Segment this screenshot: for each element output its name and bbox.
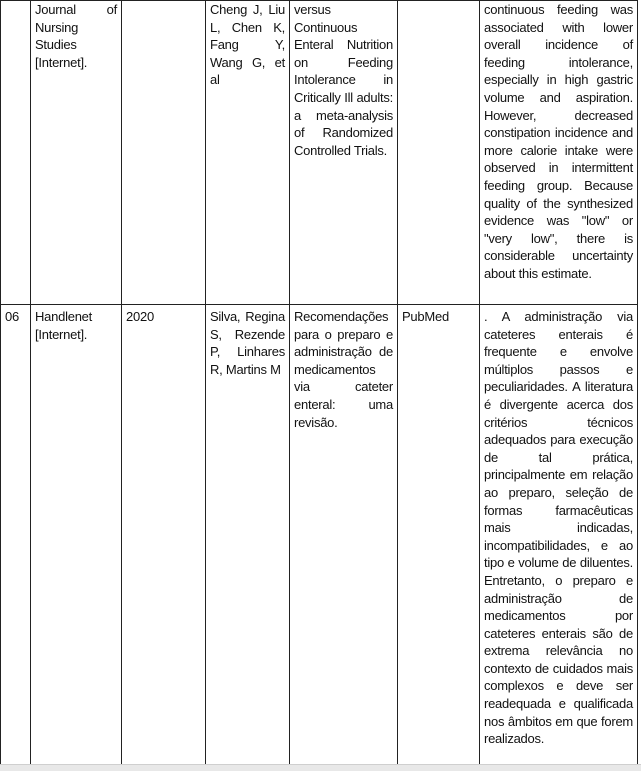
- authors-cell: Silva, Regina S, Rezende P, Linhares R, Martins M: [206, 305, 290, 769]
- table-row: [1, 1, 638, 305]
- journal-cell: Journal of Nursing Studies [Internet].: [31, 1, 122, 305]
- year-cell: 2020: [122, 305, 206, 769]
- year-cell: [122, 1, 206, 305]
- title-cell: versus Continuous Enteral Nutrition on Feeding Intolerance in Critically Ill adults: a meta-analysis of Randomized Controlled Trials.: [290, 1, 398, 305]
- row-number-cell: [1, 1, 31, 305]
- journal-cell: Handlenet [Internet].: [31, 305, 122, 769]
- row-number-cell: 06: [1, 305, 31, 769]
- database-cell: PubMed: [398, 305, 480, 769]
- result-cell: continuous feeding was associated with lower overall incidence of feeding intolerance, especially in high gastric volume and aspiration. However, decreased constipation incidence and more calorie intake were observed in intermittent feeding group. Because quality of the synthesized evidence was "low" or "very low", there is considerable uncertainty about this estimate.: [480, 1, 638, 305]
- title-cell: Recomendações para o preparo e administração de medicamentos via cateter enteral: uma revisão.: [290, 305, 398, 769]
- database-cell: [398, 1, 480, 305]
- result-cell: . A administração via cateteres enterais é frequente e envolve múltiplos passos e peculiaridades. A literatura é divergente acerca dos critérios técnicos adequados para execução de tal prática, principalmente em relação ao preparo, seleção de formas farmacêuticas mais indicadas, incompatibilidades, e ao tipo e volume de diluentes. Entretanto, o preparo e administração de medicamentos por cateteres enterais são de extrema relevância no contexto de cuidados mais complexos e deve ser readequada e qualificada nos âmbitos em que forem realizados.: [480, 305, 638, 769]
- table-row: [1, 305, 638, 769]
- authors-cell: Cheng J, Liu L, Chen K, Fang Y, Wang G, et al: [206, 1, 290, 305]
